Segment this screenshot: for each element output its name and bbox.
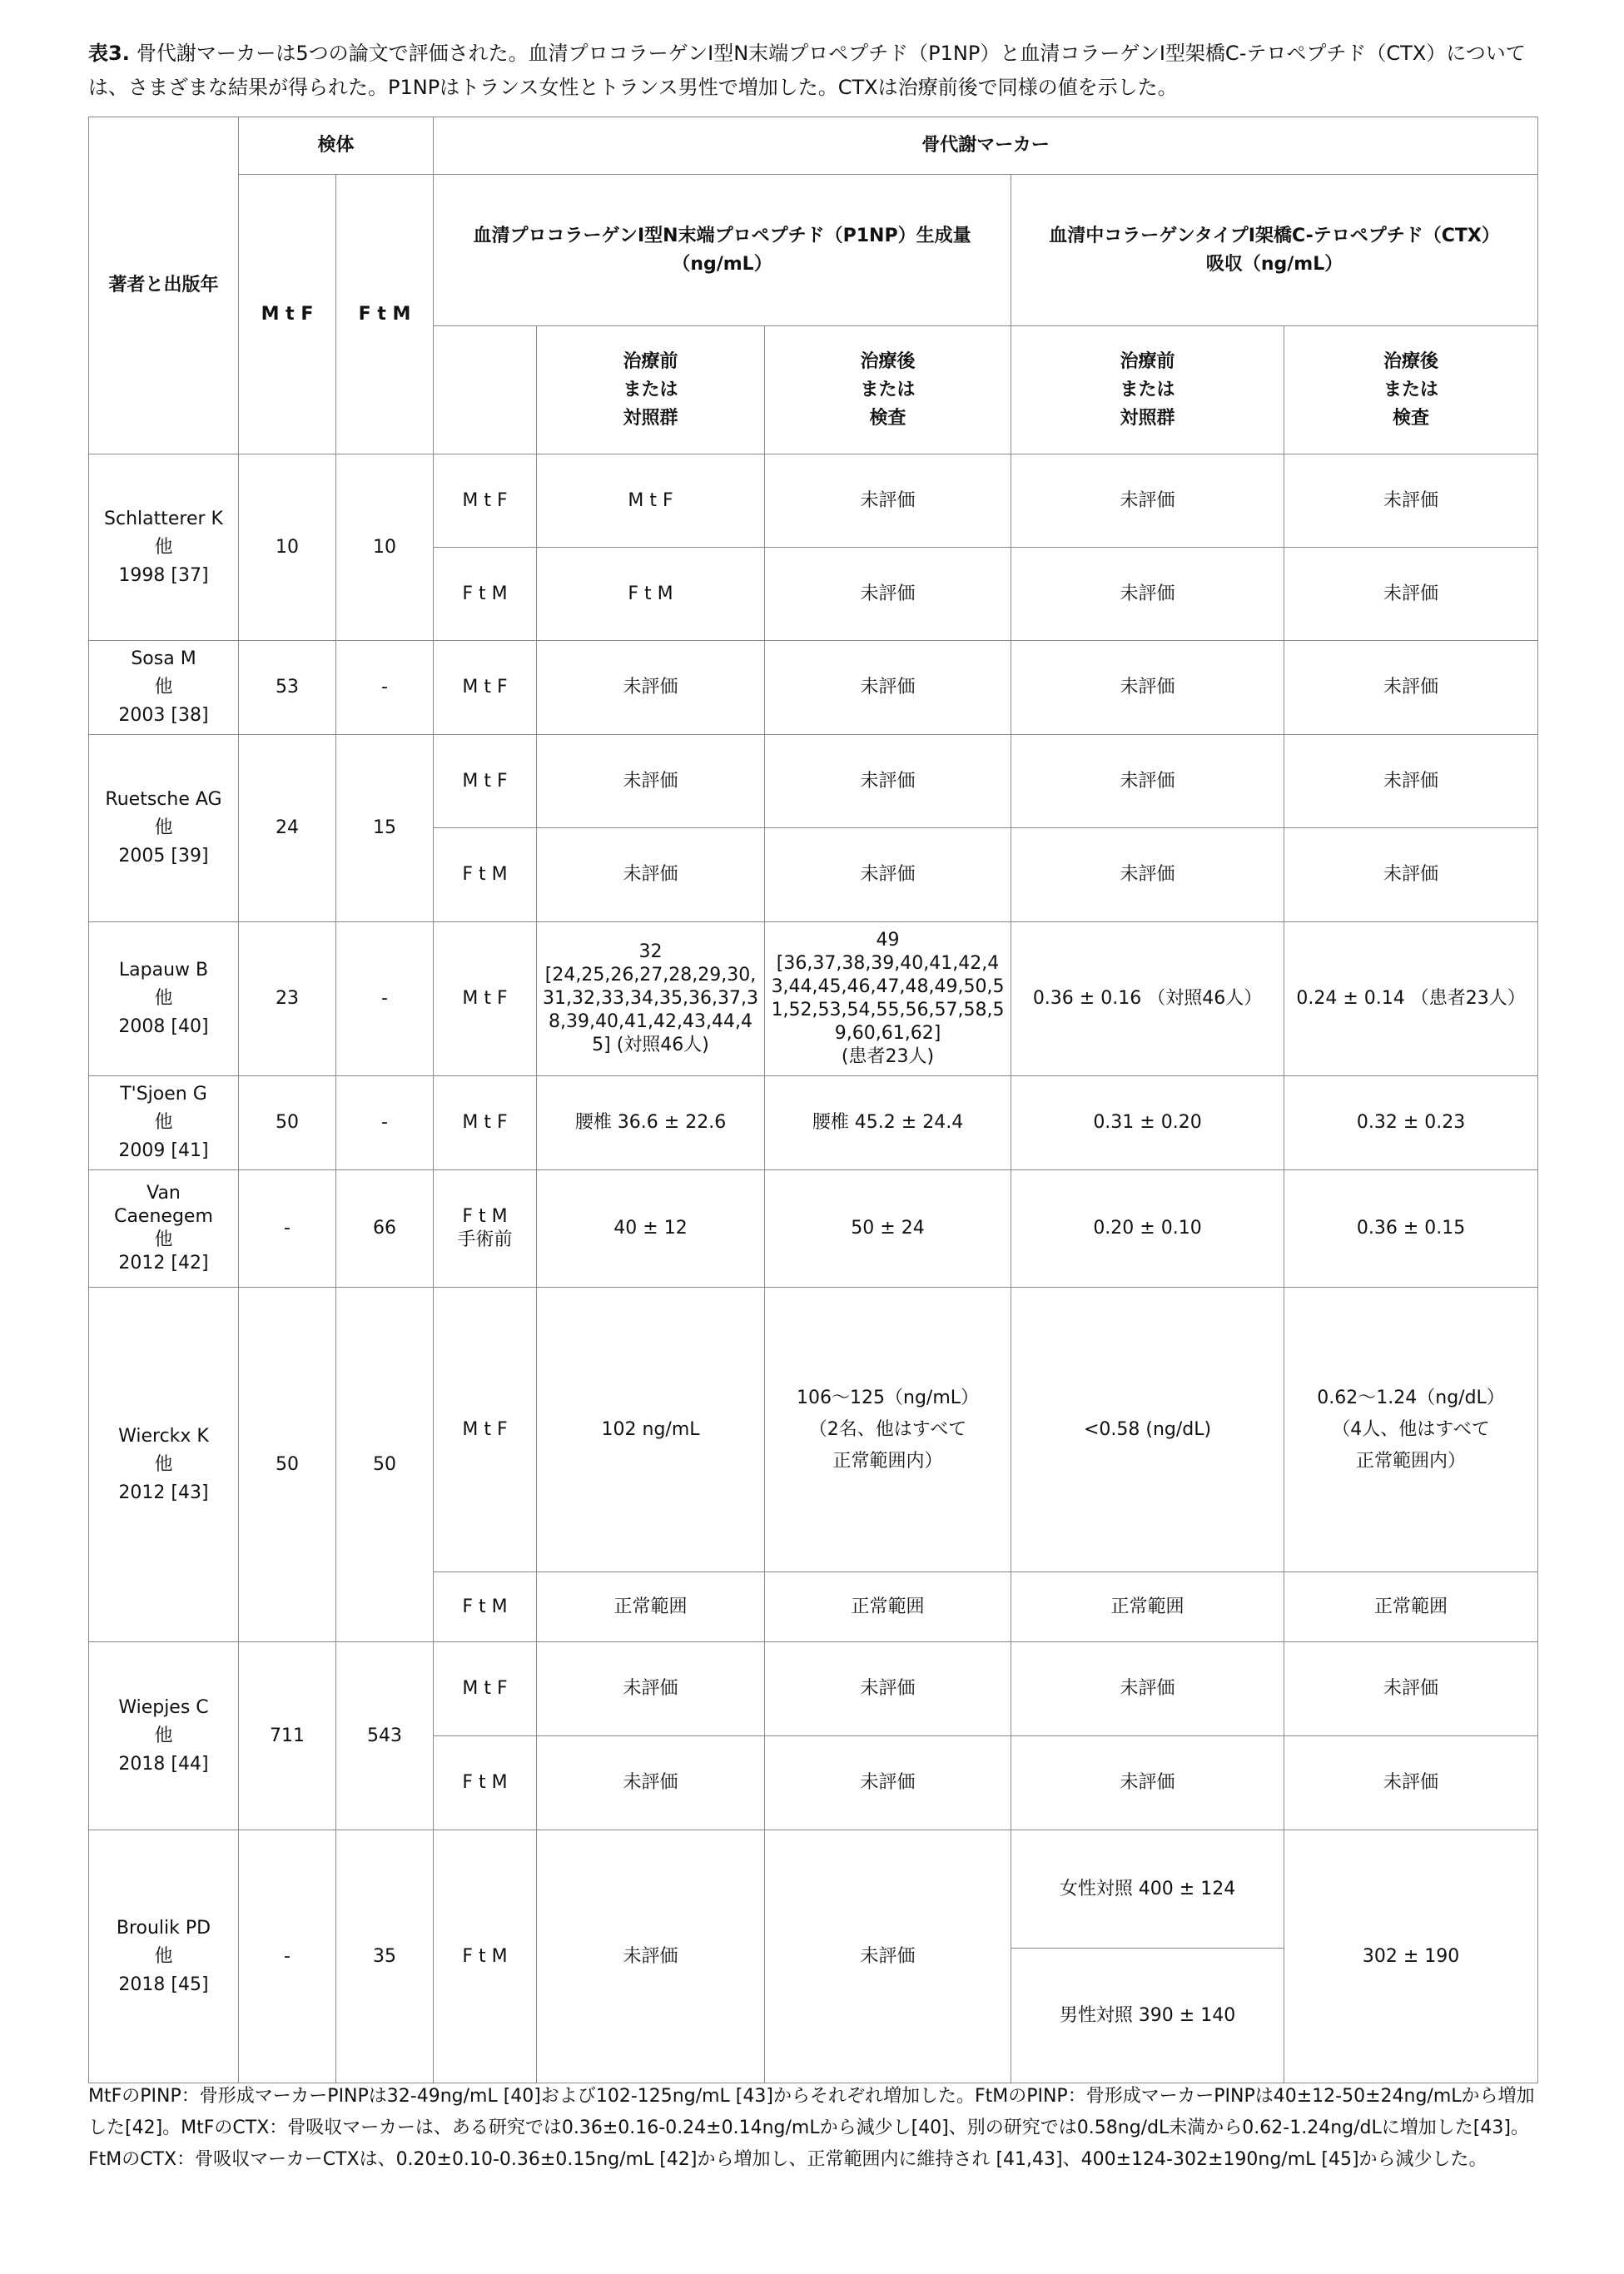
p1np-pre-cell: 正常範囲 (537, 1572, 765, 1642)
ctx-pre-cell: 0.20 ± 0.10 (1011, 1170, 1284, 1288)
header-ftm: F t M (336, 175, 434, 454)
ftm-count: 10 (336, 454, 434, 641)
group-cell: M t F (434, 735, 537, 828)
ftm-count: - (336, 1076, 434, 1170)
p1np-post-cell: 106～125（ng/mL） （2名、他はすべて 正常範囲内） (765, 1288, 1011, 1572)
p1np-post-cell: 未評価 (765, 1642, 1011, 1736)
author-cell: Sosa M 他 2003 [38] (89, 641, 239, 735)
ctx-post-cell: 未評価 (1284, 1736, 1538, 1830)
header-p1np-post: 治療後 または 検査 (765, 326, 1011, 454)
author-cell: Van Caenegem 他 2012 [42] (89, 1170, 239, 1288)
ctx-pre-cell: 未評価 (1011, 548, 1284, 641)
mtf-count: 50 (239, 1076, 336, 1170)
p1np-pre-cell: 未評価 (537, 1642, 765, 1736)
p1np-pre-cell: 32 [24,25,26,27,28,29,30,31,32,33,34,35,36,37,38,39,40,41,42,43,44,45] (対照46人) (537, 922, 765, 1076)
ctx-pre-cell: <0.58 (ng/dL) (1011, 1288, 1284, 1572)
table-row (89, 922, 1538, 1076)
ftm-count: - (336, 922, 434, 1076)
bone-marker-table (88, 117, 1538, 2083)
header-ctx: 血清中コラーゲンタイプI架橋C-テロペプチド（CTX） 吸収（ng/mL） (1011, 175, 1538, 326)
ftm-count: 66 (336, 1170, 434, 1288)
header-markers: 骨代謝マーカー (434, 117, 1538, 175)
ctx-pre-cell: 0.31 ± 0.20 (1011, 1076, 1284, 1170)
header-ctx-pre: 治療前 または 対照群 (1011, 326, 1284, 454)
group-cell: F t M (434, 548, 537, 641)
p1np-post-cell: 未評価 (765, 828, 1011, 922)
header-p1np: 血清プロコラーゲンI型N末端プロペプチド（P1NP）生成量 （ng/mL） (434, 175, 1011, 326)
ctx-post-cell: 未評価 (1284, 454, 1538, 548)
p1np-post-cell: 50 ± 24 (765, 1170, 1011, 1288)
ctx-post-cell: 0.62～1.24（ng/dL） （4人、他はすべて 正常範囲内） (1284, 1288, 1538, 1572)
caption-label: 表3. (88, 42, 130, 65)
ctx-pre-cell: 未評価 (1011, 641, 1284, 735)
p1np-pre-cell: 未評価 (537, 735, 765, 828)
group-cell: F t M 手術前 (434, 1170, 537, 1288)
table-row (89, 1170, 1538, 1288)
ctx-post-cell: 0.24 ± 0.14 （患者23人） (1284, 922, 1538, 1076)
ftm-count: 50 (336, 1288, 434, 1642)
mtf-count: 10 (239, 454, 336, 641)
header-mtf: M t F (239, 175, 336, 454)
table-row (89, 454, 1538, 548)
ctx-post-cell: 302 ± 190 (1284, 1830, 1538, 2083)
ctx-pre-cell: 未評価 (1011, 735, 1284, 828)
table-row (89, 1076, 1538, 1170)
p1np-pre-cell: F t M (537, 548, 765, 641)
p1np-post-cell: 未評価 (765, 1736, 1011, 1830)
table-caption (88, 37, 1553, 105)
table-row (89, 641, 1538, 735)
ftm-count: 15 (336, 735, 434, 922)
p1np-post-cell: 未評価 (765, 641, 1011, 735)
author-cell: Broulik PD 他 2018 [45] (89, 1830, 239, 2083)
ctx-post-cell: 未評価 (1284, 735, 1538, 828)
p1np-post-cell: 腰椎 45.2 ± 24.4 (765, 1076, 1011, 1170)
p1np-post-cell: 未評価 (765, 1830, 1011, 2083)
table-row (89, 735, 1538, 828)
table-row (89, 1830, 1538, 1949)
table-row (89, 1288, 1538, 1572)
group-cell: F t M (434, 1736, 537, 1830)
mtf-count: 53 (239, 641, 336, 735)
table-footnote: MtFのPINP：骨形成マーカーPINPは32-49ng/mL [40]および102-125ng/mL [43]からそれぞれ増加した。FtMのPINP：骨形成マーカーPINPは40±12-50±24ng/mLから増加した[42]。MtFのCTX：骨吸収マーカーは、ある研究では0.36±0.16-0.24±0.14ng/mLから減少し[40]、別の研究では0.58ng/dL未満から0.62-1.24ng/dLに増加した[43]。FtMのCTX：骨吸収マーカーCTXは、0.20±0.10-0.36±0.15ng/mL [42]から増加し、正常範囲内に維持され [41,43]、400±124-302±190ng/mL [45]から減少した。 (88, 2086, 1535, 2170)
group-cell: F t M (434, 1830, 537, 2083)
group-cell: F t M (434, 828, 537, 922)
author-cell: T'Sjoen G 他 2009 [41] (89, 1076, 239, 1170)
header-author: 著者と出版年 (89, 117, 239, 454)
caption-text: 骨代謝マーカーは5つの論文で評価された。血清プロコラーゲンI型N末端プロペプチド（P1NP）と血清コラーゲンI型架橋C-テロペプチド（CTX）については、さまざまな結果が得られた。P1NPはトランス女性とトランス男性で増加した。CTXは治療前後で同様の値を示した。 (88, 42, 1526, 99)
group-cell: M t F (434, 641, 537, 735)
p1np-pre-cell: 未評価 (537, 1830, 765, 2083)
mtf-count: - (239, 1830, 336, 2083)
ctx-pre-female-control: 女性対照 400 ± 124 (1011, 1830, 1284, 1949)
p1np-pre-cell: 未評価 (537, 1736, 765, 1830)
ftm-count: - (336, 641, 434, 735)
p1np-pre-cell: 未評価 (537, 641, 765, 735)
ctx-pre-cell: 未評価 (1011, 828, 1284, 922)
p1np-pre-cell: 102 ng/mL (537, 1288, 765, 1572)
table-row (89, 1642, 1538, 1736)
p1np-pre-cell: 腰椎 36.6 ± 22.6 (537, 1076, 765, 1170)
group-cell: M t F (434, 1288, 537, 1572)
group-cell: M t F (434, 1642, 537, 1736)
ctx-pre-cell: 未評価 (1011, 454, 1284, 548)
group-cell: M t F (434, 1076, 537, 1170)
p1np-post-cell: 未評価 (765, 548, 1011, 641)
group-cell: M t F (434, 454, 537, 548)
author-cell: Wiepjes C 他 2018 [44] (89, 1642, 239, 1830)
p1np-pre-cell: 未評価 (537, 828, 765, 922)
ctx-pre-cell: 正常範囲 (1011, 1572, 1284, 1642)
p1np-post-cell: 正常範囲 (765, 1572, 1011, 1642)
group-cell: F t M (434, 1572, 537, 1642)
ctx-post-cell: 正常範囲 (1284, 1572, 1538, 1642)
ctx-pre-cell: 未評価 (1011, 1642, 1284, 1736)
ctx-pre-cell: 未評価 (1011, 1736, 1284, 1830)
header-p1np-pre: 治療前 または 対照群 (537, 326, 765, 454)
mtf-count: - (239, 1170, 336, 1288)
header-specimen: 検体 (239, 117, 434, 175)
mtf-count: 50 (239, 1288, 336, 1642)
ctx-pre-cell: 0.36 ± 0.16 （対照46人） (1011, 922, 1284, 1076)
ftm-count: 35 (336, 1830, 434, 2083)
p1np-pre-cell: M t F (537, 454, 765, 548)
ctx-post-cell: 未評価 (1284, 828, 1538, 922)
ctx-post-cell: 未評価 (1284, 548, 1538, 641)
p1np-post-cell: 未評価 (765, 454, 1011, 548)
header-group-blank (434, 326, 537, 454)
ctx-post-cell: 未評価 (1284, 641, 1538, 735)
ctx-post-cell: 未評価 (1284, 1642, 1538, 1736)
header-ctx-post: 治療後 または 検査 (1284, 326, 1538, 454)
ftm-count: 543 (336, 1642, 434, 1830)
author-cell: Wierckx K 他 2012 [43] (89, 1288, 239, 1642)
mtf-count: 711 (239, 1642, 336, 1830)
mtf-count: 24 (239, 735, 336, 922)
group-cell: M t F (434, 922, 537, 1076)
ctx-post-cell: 0.32 ± 0.23 (1284, 1076, 1538, 1170)
p1np-pre-cell: 40 ± 12 (537, 1170, 765, 1288)
author-cell: Ruetsche AG 他 2005 [39] (89, 735, 239, 922)
author-cell: Schlatterer K 他 1998 [37] (89, 454, 239, 641)
p1np-post-cell: 49 [36,37,38,39,40,41,42,43,44,45,46,47,48,49,50,51,52,53,54,55,56,57,58,59,60,61,62] (患者23人) (765, 922, 1011, 1076)
mtf-count: 23 (239, 922, 336, 1076)
ctx-pre-male-control: 男性対照 390 ± 140 (1011, 1949, 1284, 2083)
p1np-post-cell: 未評価 (765, 735, 1011, 828)
ctx-post-cell: 0.36 ± 0.15 (1284, 1170, 1538, 1288)
author-cell: Lapauw B 他 2008 [40] (89, 922, 239, 1076)
